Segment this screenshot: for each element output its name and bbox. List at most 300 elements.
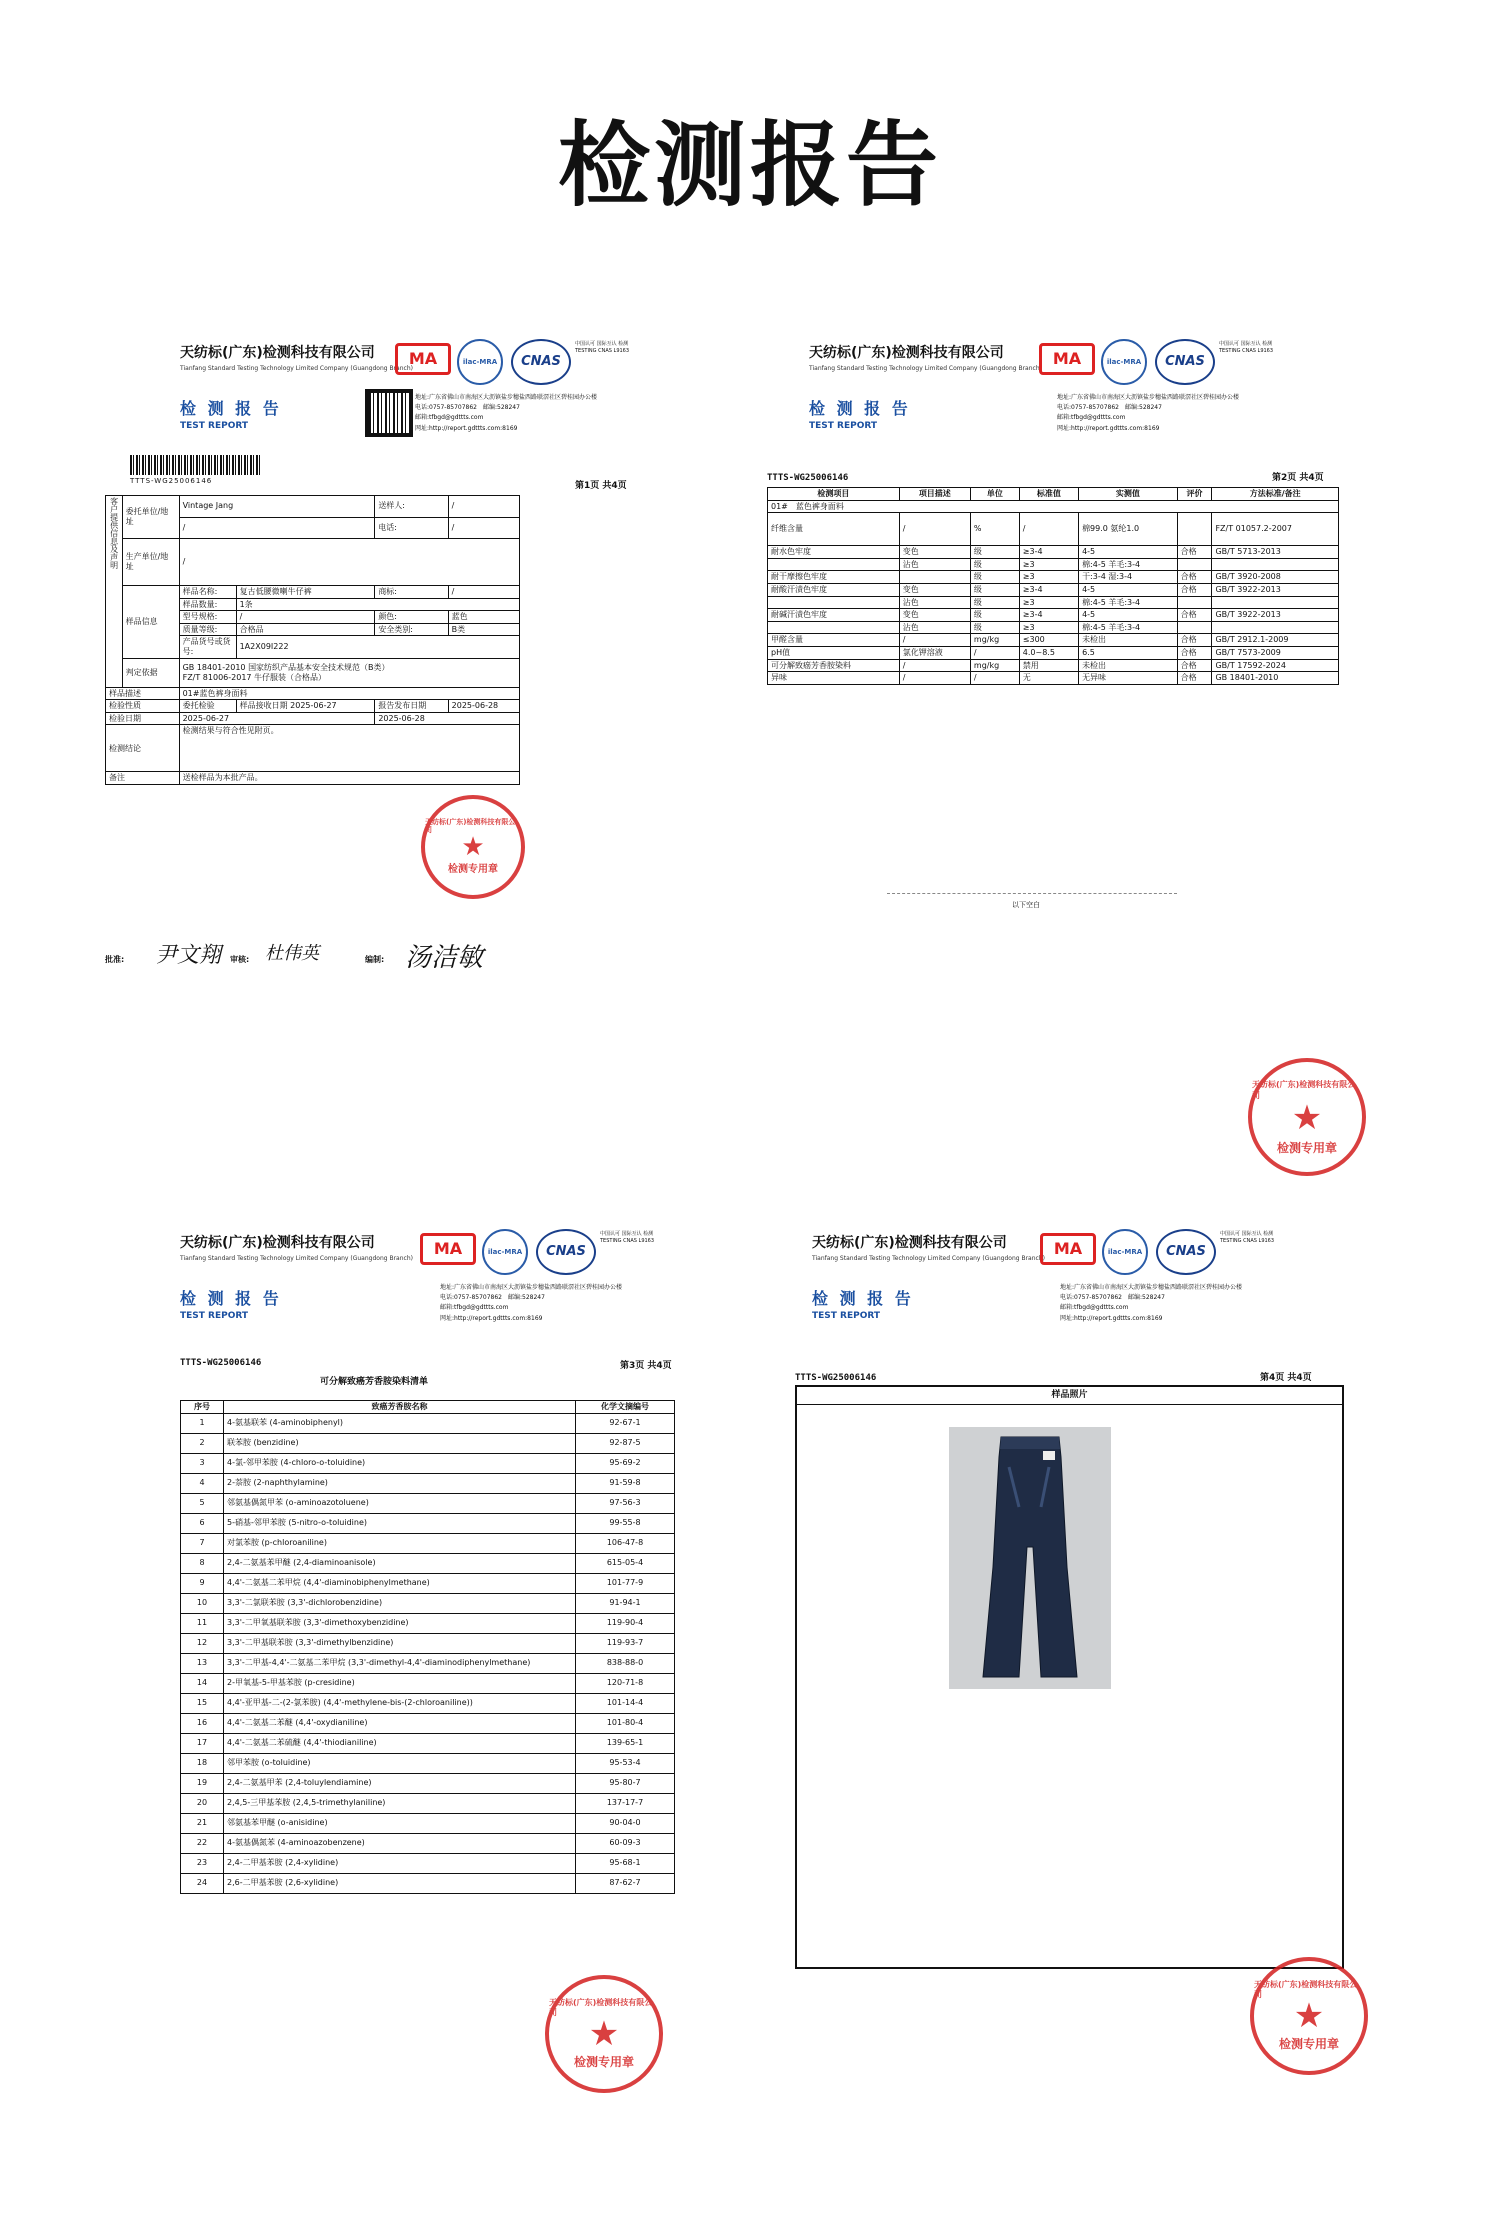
- list-title: 可分解致癌芳香胺染料清单: [320, 1377, 429, 1387]
- stamp-ring-text: 天纺标(广东)检测科技有限公司: [1252, 1079, 1356, 1100]
- table-row: [768, 646, 1339, 659]
- cell: 邻氨基偶氮甲苯 (o-aminoazotoluene): [224, 1493, 576, 1513]
- cell: ≥3-4: [1019, 546, 1078, 559]
- cell: /: [899, 672, 970, 685]
- cell: 838-88-0: [576, 1653, 675, 1673]
- cma-logo-icon: MA: [395, 343, 451, 375]
- table-row: [181, 1673, 675, 1693]
- cell: 4,4'-二氨基二苯醚 (4,4'-oxydianiline): [224, 1713, 576, 1733]
- phone-value: /: [448, 517, 519, 539]
- cell: 4-5: [1079, 546, 1178, 559]
- cell: 未检出: [1079, 634, 1178, 647]
- test-date-to: 2025-06-28: [375, 712, 520, 725]
- cell: 变色: [899, 583, 970, 596]
- cell: GB/T 3920-2008: [1212, 571, 1339, 584]
- cell: /: [899, 634, 970, 647]
- report-page-4: [780, 1225, 1390, 2085]
- cnas-logo-icon: CNAS: [536, 1229, 596, 1275]
- cell: 级: [970, 596, 1019, 609]
- cell: 3: [181, 1453, 224, 1473]
- col-result: 实测值: [1079, 488, 1178, 501]
- stamp-usage-text: 检测专用章: [573, 2055, 634, 2070]
- stamp-usage-text: 检测专用章: [448, 864, 498, 876]
- cell: 沾色: [899, 596, 970, 609]
- barcode-icon: [130, 455, 260, 475]
- email: 邮箱:tfbgd@gdttts.com: [415, 414, 484, 422]
- cell: 4: [181, 1473, 224, 1493]
- cma-logo-icon: MA: [420, 1233, 476, 1265]
- cell: 9: [181, 1573, 224, 1593]
- cnas-note: 中国认可 国际互认 检测 TESTING CNAS L9163: [575, 341, 630, 354]
- issue-label: 报告发布日期: [375, 700, 448, 713]
- cell: 95-53-4: [576, 1753, 675, 1773]
- table-row: [768, 634, 1339, 647]
- ilac-logo-icon: ilac-MRA: [1102, 1229, 1148, 1275]
- article-no-label: 产品货号或货号:: [179, 636, 236, 658]
- cell: 95-80-7: [576, 1773, 675, 1793]
- recv-date-cell: [236, 700, 375, 713]
- issue-date: 2025-06-28: [448, 700, 519, 713]
- cell: ≥3: [1019, 596, 1078, 609]
- cell: 3,3'-二氯联苯胺 (3,3'-dichlorobenzidine): [224, 1593, 576, 1613]
- page-title: 检测报告: [557, 112, 942, 219]
- conclusion-label: 检测结论: [106, 725, 180, 772]
- col-method: 方法标准/备注: [1212, 488, 1339, 501]
- cell: 5: [181, 1493, 224, 1513]
- accreditation-logos: [1040, 1227, 1340, 1277]
- cell: 氯化钾溶液: [899, 646, 970, 659]
- grade-value: 合格品: [236, 623, 375, 636]
- cell: 21: [181, 1813, 224, 1833]
- table-row: [181, 1753, 675, 1773]
- col-eval: 评价: [1177, 488, 1212, 501]
- table-row: [181, 1473, 675, 1493]
- cnas-note: 中国认可 国际互认 检测 TESTING CNAS L9163: [1220, 1231, 1275, 1244]
- cell: mg/kg: [970, 634, 1019, 647]
- test-type-value: 委托检验: [179, 700, 236, 713]
- cell: %: [970, 513, 1019, 546]
- company-name: 天纺标(广东)检测科技有限公司: [812, 1235, 1007, 1251]
- sample-info-label: 样品信息: [122, 586, 179, 659]
- cell: 615-05-4: [576, 1553, 675, 1573]
- star-icon: ★: [1293, 1996, 1325, 2037]
- test-date-from: 2025-06-27: [179, 712, 375, 725]
- cell: 2,4-二甲基苯胺 (2,4-xylidine): [224, 1853, 576, 1873]
- cell: 16: [181, 1713, 224, 1733]
- jeans-icon: [949, 1427, 1111, 1689]
- cell: 联苯胺 (benzidine): [224, 1433, 576, 1453]
- cell: 119-93-7: [576, 1633, 675, 1653]
- table-row: [768, 596, 1339, 609]
- table-row: [768, 672, 1339, 685]
- safety-class-label: 安全类别:: [375, 623, 448, 636]
- cell: 2-萘胺 (2-naphthylamine): [224, 1473, 576, 1493]
- cell: ≤300: [1019, 634, 1078, 647]
- cell: pH值: [768, 646, 900, 659]
- desc-label: 样品描述: [106, 687, 180, 700]
- end-divider: [887, 893, 1177, 894]
- cell: 变色: [899, 546, 970, 559]
- cell: ≥3: [1019, 571, 1078, 584]
- company-name-en: Tianfang Standard Testing Technology Limited Company (Guangdong Branch): [812, 1255, 1045, 1262]
- cell: 60-09-3: [576, 1833, 675, 1853]
- cell: 邻氨基苯甲醚 (o-anisidine): [224, 1813, 576, 1833]
- client-address: /: [179, 517, 375, 539]
- cell: 合格: [1177, 609, 1212, 622]
- page-number: 第3页 共4页: [620, 1361, 672, 1371]
- safety-class-value: B类: [448, 623, 519, 636]
- basis-line-2: FZ/T 81006-2017 牛仔服装（合格品）: [182, 672, 327, 682]
- approve-label: 批准:: [105, 955, 125, 964]
- cell: 97-56-3: [576, 1493, 675, 1513]
- phone: 电话:0757-85707862 邮编:528247: [415, 404, 520, 412]
- cell: 耐酸汗渍色牢度: [768, 583, 900, 596]
- cell: 87-62-7: [576, 1873, 675, 1893]
- sample-name-value: 复古低腰微喇牛仔裤: [236, 586, 375, 599]
- cell: 120-71-8: [576, 1673, 675, 1693]
- star-icon: ★: [588, 2014, 620, 2055]
- cell: 耐干摩擦色牢度: [768, 571, 900, 584]
- table-row: [181, 1773, 675, 1793]
- table-row: [181, 1713, 675, 1733]
- amine-rows: [181, 1413, 675, 1893]
- cma-logo-icon: MA: [1039, 343, 1095, 375]
- conclusion-value: 检测结果与符合性见附页。: [179, 725, 519, 772]
- cell: /: [899, 513, 970, 546]
- cell: 4-氯-邻甲苯胺 (4-chloro-o-toluidine): [224, 1453, 576, 1473]
- website: 网址:http://report.gdttts.com:8169: [1060, 1314, 1163, 1322]
- accreditation-logos: [420, 1227, 720, 1277]
- cell: 11: [181, 1613, 224, 1633]
- cell: [1177, 596, 1212, 609]
- basis-label: 判定依据: [122, 658, 179, 687]
- article-no-value: 1A2X09I222: [236, 636, 519, 658]
- cell: [1177, 621, 1212, 634]
- cell: 棉:4-5 羊毛:3-4: [1079, 558, 1178, 571]
- cell: 4-氨基联苯 (4-aminobiphenyl): [224, 1413, 576, 1433]
- cell: 级: [970, 609, 1019, 622]
- cell: 22: [181, 1833, 224, 1853]
- address: 地址:广东省佛山市南海区大沥镇盐步穗盐西路联滘社区碧桂园办公楼: [440, 1284, 623, 1291]
- email: 邮箱:tfbgd@gdttts.com: [440, 1304, 509, 1312]
- cell: ≥3: [1019, 621, 1078, 634]
- email: 邮箱:tfbgd@gdttts.com: [1057, 414, 1126, 422]
- address-block: [440, 1283, 760, 1324]
- cell: 5-硝基-邻甲苯胺 (5-nitro-o-toluidine): [224, 1513, 576, 1533]
- company-name: 天纺标(广东)检测科技有限公司: [180, 345, 375, 361]
- cell: 合格: [1177, 571, 1212, 584]
- cell: 合格: [1177, 634, 1212, 647]
- cell: GB/T 2912.1-2009: [1212, 634, 1339, 647]
- table-row: [181, 1453, 675, 1473]
- cell: 合格: [1177, 672, 1212, 685]
- cell: 耐碱汗渍色牢度: [768, 609, 900, 622]
- stamp-usage-text: 检测专用章: [1278, 2037, 1339, 2052]
- recv-label: 样品接收日期: [239, 701, 288, 711]
- signature-editor: 汤洁敏: [405, 943, 484, 973]
- table-row: [181, 1493, 675, 1513]
- client-label: 委托单位/地址: [122, 496, 179, 539]
- desc-value: 01#蓝色裤身面料: [179, 687, 519, 700]
- cell: ≥3: [1019, 558, 1078, 571]
- cell: [1177, 513, 1212, 546]
- cell: 级: [970, 583, 1019, 596]
- report-page-1: [105, 335, 745, 1015]
- edit-label: 编制:: [365, 955, 385, 964]
- cell: 119-90-4: [576, 1613, 675, 1633]
- cnas-logo-icon: CNAS: [511, 339, 571, 385]
- ilac-logo-icon: ilac-MRA: [457, 339, 503, 385]
- cell: /: [970, 646, 1019, 659]
- table-row: [181, 1653, 675, 1673]
- address-block: [415, 393, 735, 434]
- cell: 95-68-1: [576, 1853, 675, 1873]
- cell: 10: [181, 1593, 224, 1613]
- report-number: TTTS-WG25006146: [767, 473, 849, 483]
- stamp-ring-text: 天纺标(广东)检测科技有限公司: [549, 1998, 653, 2017]
- table-row: [181, 1873, 675, 1893]
- cell: 13: [181, 1653, 224, 1673]
- quantity-value: 1条: [236, 598, 519, 611]
- stamp-ring-text: 天纺标(广东)检测科技有限公司: [425, 817, 516, 834]
- cell: [1212, 621, 1339, 634]
- review-label: 审核:: [230, 955, 250, 964]
- signature-approver: 尹文翔: [155, 943, 222, 968]
- cell: [1177, 558, 1212, 571]
- accreditation-logos: [1039, 337, 1339, 387]
- report-info-table: [105, 495, 520, 785]
- cell: 4-5: [1079, 583, 1178, 596]
- report-label-en: TEST REPORT: [180, 421, 249, 431]
- table-row: [181, 1733, 675, 1753]
- cell: 3,3'-二甲基-4,4'-二氨基二苯甲烷 (3,3'-dimethyl-4,4'-diaminodiphenylmethane): [224, 1653, 576, 1673]
- cell: [1212, 558, 1339, 571]
- cell: 4-氨基偶氮苯 (4-aminoazobenzene): [224, 1833, 576, 1853]
- company-name-en: Tianfang Standard Testing Technology Limited Company (Guangdong Branch): [180, 365, 413, 372]
- quantity-label: 样品数量:: [179, 598, 236, 611]
- cell: 对氯苯胺 (p-chloroaniline): [224, 1533, 576, 1553]
- client-value: Vintage Jang: [179, 496, 375, 518]
- cell: 未检出: [1079, 659, 1178, 672]
- cell: 异味: [768, 672, 900, 685]
- company-name: 天纺标(广东)检测科技有限公司: [180, 1235, 375, 1251]
- basis-line-1: GB 18401-2010 国家纺织产品基本安全技术规范（B类）: [182, 662, 390, 672]
- company-name-en: Tianfang Standard Testing Technology Limited Company (Guangdong Branch): [180, 1255, 413, 1262]
- cnas-logo-icon: CNAS: [1156, 1229, 1216, 1275]
- cell: 6.5: [1079, 646, 1178, 659]
- address-block: [1060, 1283, 1380, 1324]
- remark-label: 备注: [106, 772, 180, 785]
- table-row: [181, 1413, 675, 1433]
- cell: 级: [970, 546, 1019, 559]
- cell: 92-67-1: [576, 1413, 675, 1433]
- cell: GB/T 17592-2024: [1212, 659, 1339, 672]
- address: 地址:广东省佛山市南海区大沥镇盐步穗盐西路联滘社区碧桂园办公楼: [1057, 394, 1240, 401]
- report-page-3: [120, 1225, 750, 2085]
- cell: 101-14-4: [576, 1693, 675, 1713]
- photo-frame: [795, 1385, 1344, 1969]
- manufacturer-label: 生产单位/地址: [122, 539, 179, 586]
- col-unit: 单位: [970, 488, 1019, 501]
- cell: 合格: [1177, 646, 1212, 659]
- signature-reviewer: 杜伟英: [265, 943, 319, 964]
- remark-value: 送检样品为本批产品。: [179, 772, 519, 785]
- qr-code-icon: [365, 389, 413, 437]
- col-no: 序号: [181, 1401, 224, 1414]
- cell: 14: [181, 1673, 224, 1693]
- cell: [768, 558, 900, 571]
- inspection-stamp: [1250, 1957, 1368, 2075]
- cell: 137-17-7: [576, 1793, 675, 1813]
- cell: [899, 571, 970, 584]
- cell: GB/T 3922-2013: [1212, 609, 1339, 622]
- manufacturer-value: /: [179, 539, 519, 586]
- inspection-stamp: [545, 1975, 663, 2093]
- phone-label: 电话:: [375, 517, 448, 539]
- cell: 3,3'-二甲氧基联苯胺 (3,3'-dimethoxybenzidine): [224, 1613, 576, 1633]
- ilac-logo-icon: ilac-MRA: [482, 1229, 528, 1275]
- col-cas: 化学文摘编号: [576, 1401, 675, 1414]
- cell: 19: [181, 1773, 224, 1793]
- report-label: 检 测 报 告: [180, 1289, 282, 1308]
- brand-label: 商标:: [375, 586, 448, 599]
- cell: [768, 621, 900, 634]
- accreditation-logos: [395, 337, 695, 387]
- report-page-2: [757, 335, 1387, 935]
- cell: 4,4'-亚甲基-二-(2-氯苯胺) (4,4'-methylene-bis-(2-chloroaniline)): [224, 1693, 576, 1713]
- cell: 95-69-2: [576, 1453, 675, 1473]
- cell: 棉:4-5 羊毛:3-4: [1079, 621, 1178, 634]
- results-table: [767, 487, 1339, 685]
- cell: 20: [181, 1793, 224, 1813]
- cell: 棉99.0 氨纶1.0: [1079, 513, 1178, 546]
- inspection-stamp: [1248, 1058, 1366, 1176]
- sender-value: /: [448, 496, 519, 518]
- cell: 92-87-5: [576, 1433, 675, 1453]
- website: 网址:http://report.gdttts.com:8169: [440, 1314, 543, 1322]
- table-row: [768, 609, 1339, 622]
- blank-below-note: 以下空白: [1012, 901, 1040, 909]
- cell: GB/T 7573-2009: [1212, 646, 1339, 659]
- star-icon: ★: [1291, 1097, 1323, 1138]
- table-row: [768, 571, 1339, 584]
- page-number: 第4页 共4页: [1260, 1373, 1312, 1383]
- cell: 91-94-1: [576, 1593, 675, 1613]
- table-row: [768, 659, 1339, 672]
- cell: 邻甲苯胺 (o-toluidine): [224, 1753, 576, 1773]
- cell: 变色: [899, 609, 970, 622]
- cell: /: [899, 659, 970, 672]
- email: 邮箱:tfbgd@gdttts.com: [1060, 1304, 1129, 1312]
- cell: 2,4-二氨基甲苯 (2,4-toluylendiamine): [224, 1773, 576, 1793]
- brand-value: /: [448, 586, 519, 599]
- cell: 级: [970, 571, 1019, 584]
- cell: 沾色: [899, 621, 970, 634]
- report-label-en: TEST REPORT: [812, 1311, 881, 1321]
- col-desc: 项目描述: [899, 488, 970, 501]
- cell: 合格: [1177, 546, 1212, 559]
- cell: ≥3-4: [1019, 609, 1078, 622]
- company-name: 天纺标(广东)检测科技有限公司: [809, 345, 1004, 361]
- table-row: [181, 1433, 675, 1453]
- grade-label: 质量等级:: [179, 623, 236, 636]
- cell: /: [970, 672, 1019, 685]
- cell: FZ/T 01057.2-2007: [1212, 513, 1339, 546]
- cell: 无: [1019, 672, 1078, 685]
- cell: 90-04-0: [576, 1813, 675, 1833]
- cell: 纤维含量: [768, 513, 900, 546]
- barcode-number: TTTS-WG25006146: [130, 477, 213, 485]
- stamp-ring-text: 天纺标(广东)检测科技有限公司: [1254, 1980, 1358, 1999]
- cell: 139-65-1: [576, 1733, 675, 1753]
- table-row: [181, 1813, 675, 1833]
- phone: 电话:0757-85707862 邮编:528247: [1057, 404, 1162, 412]
- col-item: 检测项目: [768, 488, 900, 501]
- table-row: [181, 1573, 675, 1593]
- cell: /: [1019, 513, 1078, 546]
- cell: GB/T 3922-2013: [1212, 583, 1339, 596]
- report-label-en: TEST REPORT: [809, 421, 878, 431]
- basis-value: [179, 658, 519, 687]
- cell: 8: [181, 1553, 224, 1573]
- table-row: [181, 1533, 675, 1553]
- phone: 电话:0757-85707862 邮编:528247: [440, 1294, 545, 1302]
- address-block: [1057, 393, 1377, 434]
- section-client: 客户提供信息及声明: [106, 496, 123, 688]
- col-name: 致癌芳香胺名称: [224, 1401, 576, 1414]
- table-row: [181, 1833, 675, 1853]
- cell: 7: [181, 1533, 224, 1553]
- table-row: [181, 1853, 675, 1873]
- cnas-note: 中国认可 国际互认 检测 TESTING CNAS L9163: [1219, 341, 1274, 354]
- sample-name-label: 样品名称:: [179, 586, 236, 599]
- cma-logo-icon: MA: [1040, 1233, 1096, 1265]
- model-label: 型号规格:: [179, 611, 236, 624]
- table-row: [768, 546, 1339, 559]
- ilac-logo-icon: ilac-MRA: [1101, 339, 1147, 385]
- report-label: 检 测 报 告: [809, 399, 911, 418]
- cell: 2: [181, 1433, 224, 1453]
- stamp-usage-text: 检测专用章: [1276, 1140, 1337, 1155]
- cell: 6: [181, 1513, 224, 1533]
- sample-row: 01# 蓝色裤身面料: [768, 500, 1339, 513]
- report-number: TTTS-WG25006146: [795, 1373, 877, 1383]
- cell: 23: [181, 1853, 224, 1873]
- inspection-stamp: [421, 795, 525, 899]
- table-row: [181, 1693, 675, 1713]
- report-label-en: TEST REPORT: [180, 1311, 249, 1321]
- cell: 2,4-二氨基苯甲醚 (2,4-diaminoanisole): [224, 1553, 576, 1573]
- cell: GB 18401-2010: [1212, 672, 1339, 685]
- cell: 合格: [1177, 659, 1212, 672]
- cell: 2,4,5-三甲基苯胺 (2,4,5-trimethylaniline): [224, 1793, 576, 1813]
- color-value: 蓝色: [448, 611, 519, 624]
- cell: 4,4'-二氨基二苯硫醚 (4,4'-thiodianiline): [224, 1733, 576, 1753]
- cell: [1212, 596, 1339, 609]
- cell: 101-80-4: [576, 1713, 675, 1733]
- cell: 1: [181, 1413, 224, 1433]
- page-number: 第2页 共4页: [1272, 473, 1324, 483]
- cell: 干:3-4 湿:3-4: [1079, 571, 1178, 584]
- test-type-label: 检验性质: [106, 700, 180, 713]
- cell: mg/kg: [970, 659, 1019, 672]
- cell: 15: [181, 1693, 224, 1713]
- cell: 4.0~8.5: [1019, 646, 1078, 659]
- page-number: 第1页 共4页: [575, 481, 627, 491]
- star-icon: ★: [461, 832, 485, 863]
- cnas-note: 中国认可 国际互认 检测 TESTING CNAS L9163: [600, 1231, 655, 1244]
- model-value: /: [236, 611, 375, 624]
